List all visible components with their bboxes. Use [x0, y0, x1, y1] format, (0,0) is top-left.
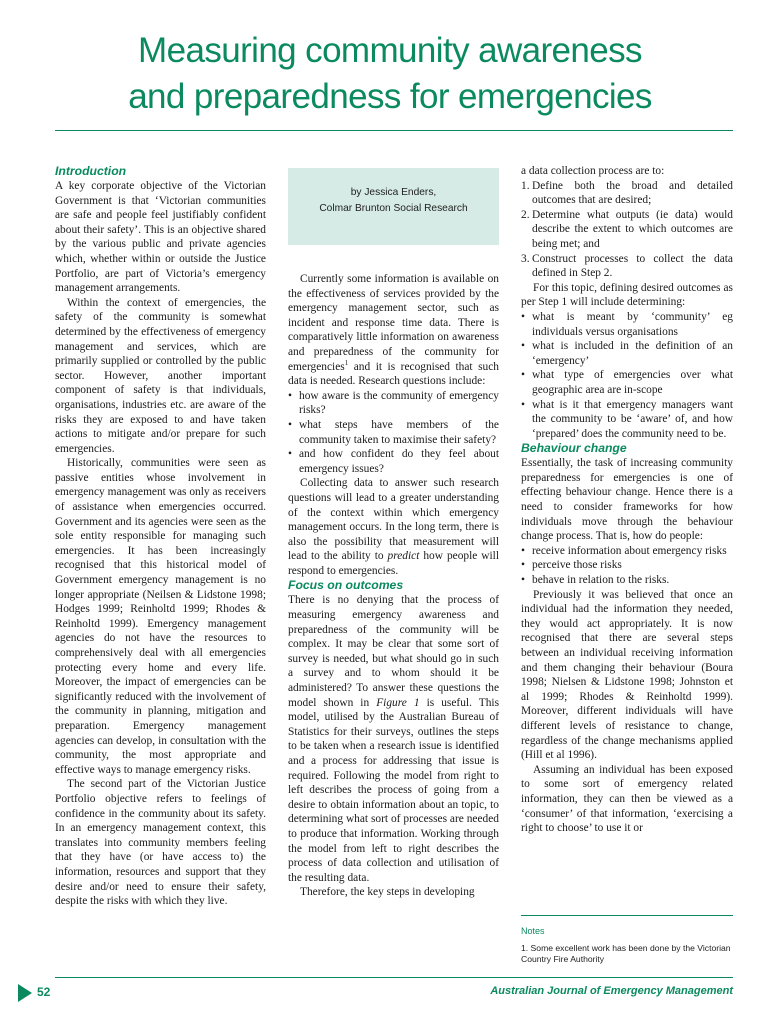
steps-list [521, 179, 733, 281]
determining-list [521, 310, 733, 441]
intro-paragraph-4: The second part of the Victorian Justice Portfolio objective refers to feelings of confidence in the community about its safety. In an emergency management context, this translates into community members feeling that they have (or have access to) the information, resources and support that they desire and/or need to ensure their safety, despite the risks with which they live. [55, 778, 266, 908]
title-line-2: and preparedness for emergencies [128, 77, 652, 116]
col2-paragraph-4: Therefore, the key steps in developing [300, 886, 475, 899]
column-2 [288, 272, 499, 900]
research-questions-list [288, 389, 499, 477]
list-item: • what is it that emergency managers want the community to be ‘aware’ of, and how ‘prepared’ does the community need to be. [521, 398, 733, 442]
footer-divider [55, 977, 733, 978]
people-list [521, 544, 733, 588]
footnotes [521, 915, 733, 966]
col3-paragraph-4: Previously it was believed that once an individual had the information they needed, they would act appropriately. It is now recognised that there are several steps between an individual receiving information and them changing their behaviour (Boura 1998; Nielsen & Lidstone 1998; Johnston et al 1999; Rhodes & Reinholtd 1999). Moreover, different individuals will have different levels of resistance to change, regardless of the change mechanisms applied (Hill et al 1996). [521, 588, 733, 762]
page-marker-triangle-icon [18, 984, 32, 1002]
footnote-ref-1[interactable]: 1 [344, 358, 349, 367]
author-affiliation: Colmar Brunton Social Research [319, 203, 468, 214]
page-number: 52 [37, 985, 51, 999]
intro-paragraph-2: Within the context of emergencies, the safety of the community is somewhat determined by the effectiveness of emergency management and services, which are primarily supplied or controlled by the public sector. However, another important component of safety is that individuals, organisations, industries etc. are aware of the risks they are exposed to and have taken actions to mitigate and/or prepare for such emergencies. [55, 296, 266, 455]
focus-on-outcomes-heading: Focus on outcomes [288, 578, 404, 593]
behaviour-change-heading: Behaviour change [521, 441, 627, 456]
notes-divider [521, 915, 733, 916]
col2-paragraph-2: Collecting data to answer such research questions will lead to a greater understanding of the context within which emergency management occurs. In the long term, there is also the possibility that measurement will lead to the ability to predict how people will respond to emergencies. [288, 477, 499, 577]
list-item: • receive information about emergency risks [521, 544, 733, 559]
list-item: • what type of emergencies over what geographic area are in-scope [521, 368, 733, 397]
list-item: • what steps have members of the community taken to maximise their safety? [288, 418, 499, 447]
list-item: 2. Determine what outputs (ie data) would describe the extent to which outcomes are being met; and [521, 208, 733, 250]
col2-paragraph-1: Currently some information is available on the effectiveness of services provided by the emergency management sector, such as incident and response time data. There is comparatively little information on awareness and preparedness of the community for emergencies$^1$ and it is recognised that such data is needed. Research questions include: [288, 273, 499, 388]
intro-paragraph-1: A key corporate objective of the Victorian Government is that ‘Victorian communities are safe and people feel justifiably confident about their safety’. This is an objective shared by the various public and private agencies which, whether within or outside the Justice Portfolio, are part of Victoria’s emergency management arrangements. [55, 180, 266, 295]
col3-paragraph-5: Assuming an individual has been exposed to some sort of emergency related information, they can then be viewed as a ‘consumer’ of that information, ‘exercising a right to choose’ to use it or [521, 763, 733, 835]
title-divider [55, 130, 733, 131]
introduction-heading: Introduction [55, 164, 127, 178]
notes-heading: Notes [521, 926, 545, 936]
article-title [40, 28, 740, 120]
intro-paragraph-3: Historically, communities were seen as passive entities whose involvement in emergency management was only as receivers of assistance when emergencies occurred. Government and its agencies were seen as the sole entity responsible for managing such emergencies. It has been increasingly recognised that this historical model of Government emergency management is no longer appropriate (Neilsen & Lidstone 1998; Hodges 1999; Reinholtd 1999; Rhodes & Reinholtd 1999). Emergency management agencies do not have the resources to comprehensively deal with all emergencies protecting every home and every life. Moreover, the impact of emergencies can be significantly reduced with the involvement of the community in planning, mitigation and preparation. Emergency management agencies can develop, in consultation with the community, the most appropriate and effective ways to manage emergency risks. [55, 457, 266, 776]
list-item: 3. Construct processes to collect the data defined in Step 2. [521, 252, 733, 280]
footnote-1: 1. Some excellent work has been done by the Victorian Country Fire Authority [521, 942, 731, 964]
byline-box [288, 168, 499, 245]
list-item: • what is meant by ‘community’ eg individuals versus organisations [521, 310, 733, 339]
list-item: • and how confident do they feel about emergency issues? [288, 447, 499, 476]
col3-paragraph-1: a data collection process are to: [521, 165, 665, 177]
list-item: • perceive those risks [521, 558, 733, 573]
list-item: • behave in relation to the risks. [521, 573, 733, 588]
col2-paragraph-3: There is no denying that the process of measuring emergency awareness and preparedness of the community will be complex. It may be clear that some sort of survey is needed, but what should go in such a survey and to whom should it be administered? To answer these questions the model shown in Figure 1 is useful. This model, utilised by the Australian Bureau of Statistics for their surveys, outlines the steps to be taken when a research issue is identified and a process for addressing that issue is required. Following the model from right to left describes the process of going from a desire to obtain information about an topic, to determining what sort of processes are needed to produce that information. Working through the model from left to right describes the process of data collection and utilisation of the resulting data. [288, 594, 500, 884]
column-3 [521, 164, 733, 836]
list-item: • what is included in the definition of an ‘emergency’ [521, 339, 733, 368]
column-1 [55, 164, 266, 909]
col3-paragraph-2: For this topic, defining desired outcomes as per Step 1 will include determining: [521, 281, 733, 309]
author-name: by Jessica Enders, [350, 187, 437, 198]
list-item: 1. Define both the broad and detailed outcomes that are desired; [521, 179, 733, 207]
figure-reference: Figure 1 [376, 696, 420, 709]
title-line-1: Measuring community awareness [138, 31, 642, 70]
list-item: • how aware is the community of emergency risks? [288, 389, 499, 418]
col3-paragraph-3: Essentially, the task of increasing community preparedness for emergencies is one of effecting behaviour change. Hence there is a need to consider frameworks for how individuals move through the behaviour change process. That is, how do people: [521, 457, 733, 543]
journal-name: Australian Journal of Emergency Management [490, 985, 733, 997]
